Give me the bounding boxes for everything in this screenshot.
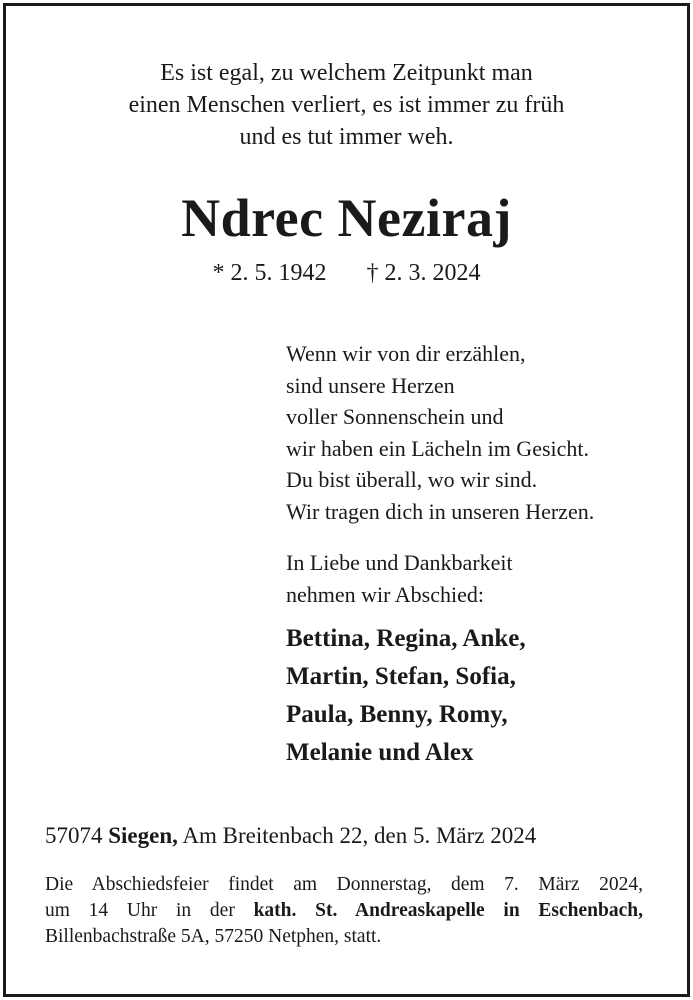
ceremony-location: kath. St. Andreaskapelle in Eschenbach, bbox=[253, 900, 643, 921]
zip-code: 57074 bbox=[45, 823, 103, 848]
poem bbox=[286, 338, 594, 527]
poem-line: sind unsere Herzen bbox=[286, 372, 455, 398]
quote-line: und es tut immer weh. bbox=[239, 124, 454, 150]
poem-line: Wenn wir von dir erzählen, bbox=[286, 341, 526, 366]
address-date: Am Breitenbach 22, den 5. März 2024 bbox=[182, 823, 537, 848]
place-and-date bbox=[45, 821, 536, 851]
opening-quote bbox=[0, 57, 693, 153]
family-line: Bettina, Regina, Anke, bbox=[286, 625, 526, 652]
poem-line: wir haben ein Lächeln im Gesicht. bbox=[286, 435, 590, 461]
poem-line: voller Sonnenschein und bbox=[286, 404, 504, 429]
city: Siegen, bbox=[108, 823, 178, 848]
life-dates bbox=[0, 258, 693, 288]
farewell-text bbox=[286, 547, 513, 610]
family-names bbox=[286, 620, 526, 772]
ceremony-line bbox=[45, 898, 643, 924]
family-line: Paula, Benny, Romy, bbox=[286, 701, 508, 728]
birth-date: * 2. 5. 1942 bbox=[212, 260, 327, 286]
ceremony-info bbox=[45, 872, 643, 950]
farewell-line: In Liebe und Dankbarkeit bbox=[286, 550, 513, 575]
poem-line: Du bist überall, wo wir sind. bbox=[286, 467, 538, 492]
farewell-line: nehmen wir Abschied: bbox=[286, 581, 484, 607]
family-line: Martin, Stefan, Sofia, bbox=[286, 663, 516, 690]
death-date: † 2. 3. 2024 bbox=[366, 260, 481, 286]
ceremony-line: Billenbachstraße 5A, 57250 Netphen, statt. bbox=[45, 926, 382, 947]
quote-line: einen Menschen verliert, es ist immer zu früh bbox=[128, 92, 565, 118]
deceased-name: Ndrec Neziraj bbox=[181, 188, 512, 248]
poem-line: Wir tragen dich in unseren Herzen. bbox=[286, 498, 595, 524]
ceremony-line: Die Abschiedsfeier findet am Donnerstag, dem 7. März 2024, bbox=[45, 874, 643, 895]
ceremony-time: um 14 Uhr in der bbox=[45, 900, 235, 921]
quote-line: Es ist egal, zu welchem Zeitpunkt man bbox=[160, 60, 533, 86]
family-line: Melanie und Alex bbox=[286, 739, 474, 766]
